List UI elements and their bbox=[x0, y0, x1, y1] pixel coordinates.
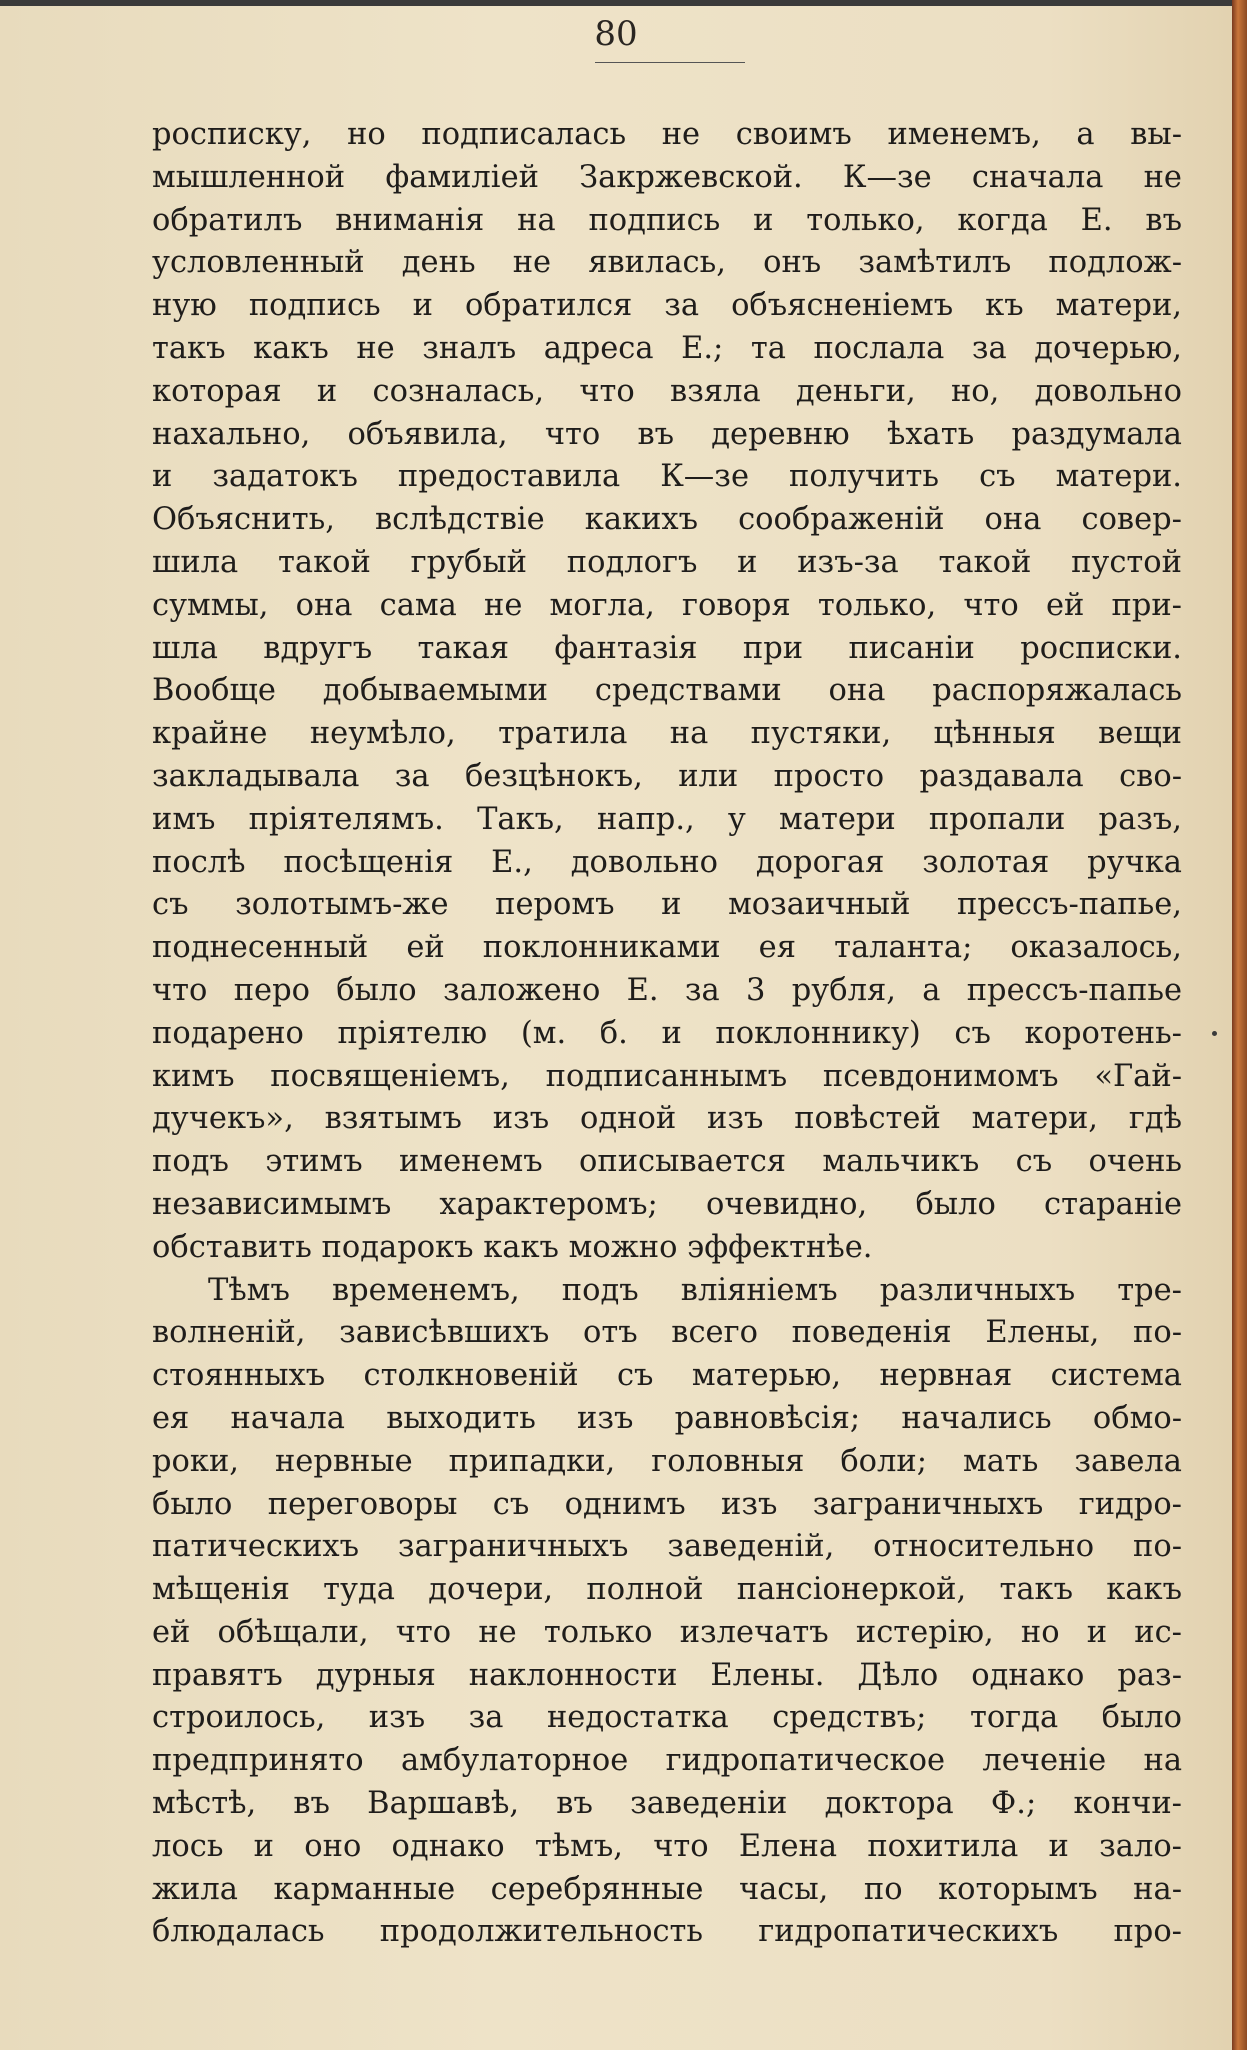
text-line: суммы, она сама не могла, говоря только, что ей при- bbox=[152, 587, 1182, 623]
text-line: съ золотымъ-же перомъ и мозаичный прессъ-папье, bbox=[152, 887, 1182, 923]
text-line: жила карманные серебрянные часы, по которымъ на- bbox=[152, 1871, 1182, 1907]
text-line: роки, нервные припадки, головныя боли; мать завела bbox=[152, 1443, 1182, 1479]
text-line: росписку, но подписалась не своимъ именемъ, а вы- bbox=[152, 117, 1182, 152]
text-line: Вообще добываемыми средствами она распоряжалась bbox=[152, 673, 1182, 709]
text-line: мѣщенія туда дочери, полной пансіонеркой, такъ какъ bbox=[152, 1572, 1182, 1608]
text-line: поднесенный ей поклонниками ея таланта; оказалось, bbox=[152, 930, 1182, 966]
text-line: ея начала выходить изъ равновѣсія; начались обмо- bbox=[152, 1400, 1182, 1436]
text-line: мѣстѣ, въ Варшавѣ, въ заведеніи доктора Ф.; кончи- bbox=[152, 1786, 1182, 1822]
text-line: предпринято амбулаторное гидропатическое леченіе на bbox=[152, 1743, 1182, 1779]
body-text bbox=[152, 114, 1182, 1954]
header-rule bbox=[595, 62, 745, 63]
text-line: условленный день не явилась, онъ замѣтилъ подлож- bbox=[152, 245, 1182, 281]
text-line: ей обѣщали, что не только излечатъ истерію, но и ис- bbox=[152, 1614, 1182, 1650]
text-line: независимымъ характеромъ; очевидно, было стараніе bbox=[152, 1186, 1182, 1222]
text-line: кимъ посвященіемъ, подписаннымъ псевдонимомъ «Гай- bbox=[152, 1058, 1182, 1094]
text-line: имъ пріятелямъ. Такъ, напр., у матери пропали разъ, bbox=[152, 801, 1182, 837]
text-line: правятъ дурныя наклонности Елены. Дѣло однако раз- bbox=[152, 1657, 1182, 1693]
text-line: мышленной фамиліей Закржевской. К—зе сначала не bbox=[152, 159, 1182, 195]
text-line: нахально, объявила, что въ деревню ѣхать раздумала bbox=[152, 416, 1182, 452]
text-line: было переговоры съ однимъ изъ заграничныхъ гидро- bbox=[152, 1486, 1182, 1522]
text-line: Объяснить, вслѣдствіе какихъ соображеній она совер- bbox=[152, 502, 1182, 538]
text-line: шила такой грубый подлогъ и изъ-за такой пустой bbox=[152, 544, 1182, 580]
text-line: обратилъ вниманія на подпись и только, когда Е. въ bbox=[152, 202, 1182, 238]
margin-mark bbox=[1212, 1031, 1217, 1036]
page-number: 80 bbox=[594, 14, 638, 54]
text-line: лось и оно однако тѣмъ, что Елена похитила и зало- bbox=[152, 1828, 1182, 1864]
text-line: патическихъ заграничныхъ заведеній, относительно по- bbox=[152, 1529, 1182, 1565]
text-line: дучекъ», взятымъ изъ одной изъ повѣстей матери, гдѣ bbox=[152, 1101, 1182, 1137]
text-line: крайне неумѣло, тратила на пустяки, цѣнныя вещи bbox=[152, 716, 1182, 752]
text-line: что перо было заложено Е. за 3 рубля, а прессъ-папье bbox=[152, 972, 1182, 1008]
text-line: Тѣмъ временемъ, подъ вліяніемъ различныхъ тре- bbox=[208, 1272, 1182, 1308]
text-line: послѣ посѣщенія Е., довольно дорогая золотая ручка bbox=[152, 844, 1182, 880]
text-line: такъ какъ не зналъ адреса Е.; та послала за дочерью, bbox=[152, 330, 1182, 366]
text-line: которая и созналась, что взяла деньги, но, довольно bbox=[152, 373, 1182, 409]
text-line: подарено пріятелю (м. б. и поклоннику) съ коротень- bbox=[152, 1015, 1182, 1051]
book-binding-edge bbox=[1232, 0, 1247, 2050]
text-line: обставить подарокъ какъ можно эффектнѣе. bbox=[152, 1229, 873, 1265]
text-line: и задатокъ предоставила К—зе получить съ матери. bbox=[152, 459, 1182, 495]
page-top-edge bbox=[0, 0, 1232, 6]
text-line: стоянныхъ столкновеній съ матерью, нервная система bbox=[152, 1358, 1182, 1394]
text-line: ную подпись и обратился за объясненіемъ къ матери, bbox=[152, 288, 1182, 324]
text-line: волненій, зависѣвшихъ отъ всего поведенія Елены, по- bbox=[152, 1315, 1182, 1351]
text-line: подъ этимъ именемъ описывается мальчикъ съ очень bbox=[152, 1144, 1182, 1180]
text-line: блюдалась продолжительность гидропатическихъ про- bbox=[152, 1914, 1182, 1950]
text-line: шла вдругъ такая фантазія при писаніи росписки. bbox=[152, 630, 1182, 666]
text-line: строилось, изъ за недостатка средствъ; тогда было bbox=[152, 1700, 1182, 1736]
text-line: закладывала за безцѣнокъ, или просто раздавала сво- bbox=[152, 758, 1182, 794]
